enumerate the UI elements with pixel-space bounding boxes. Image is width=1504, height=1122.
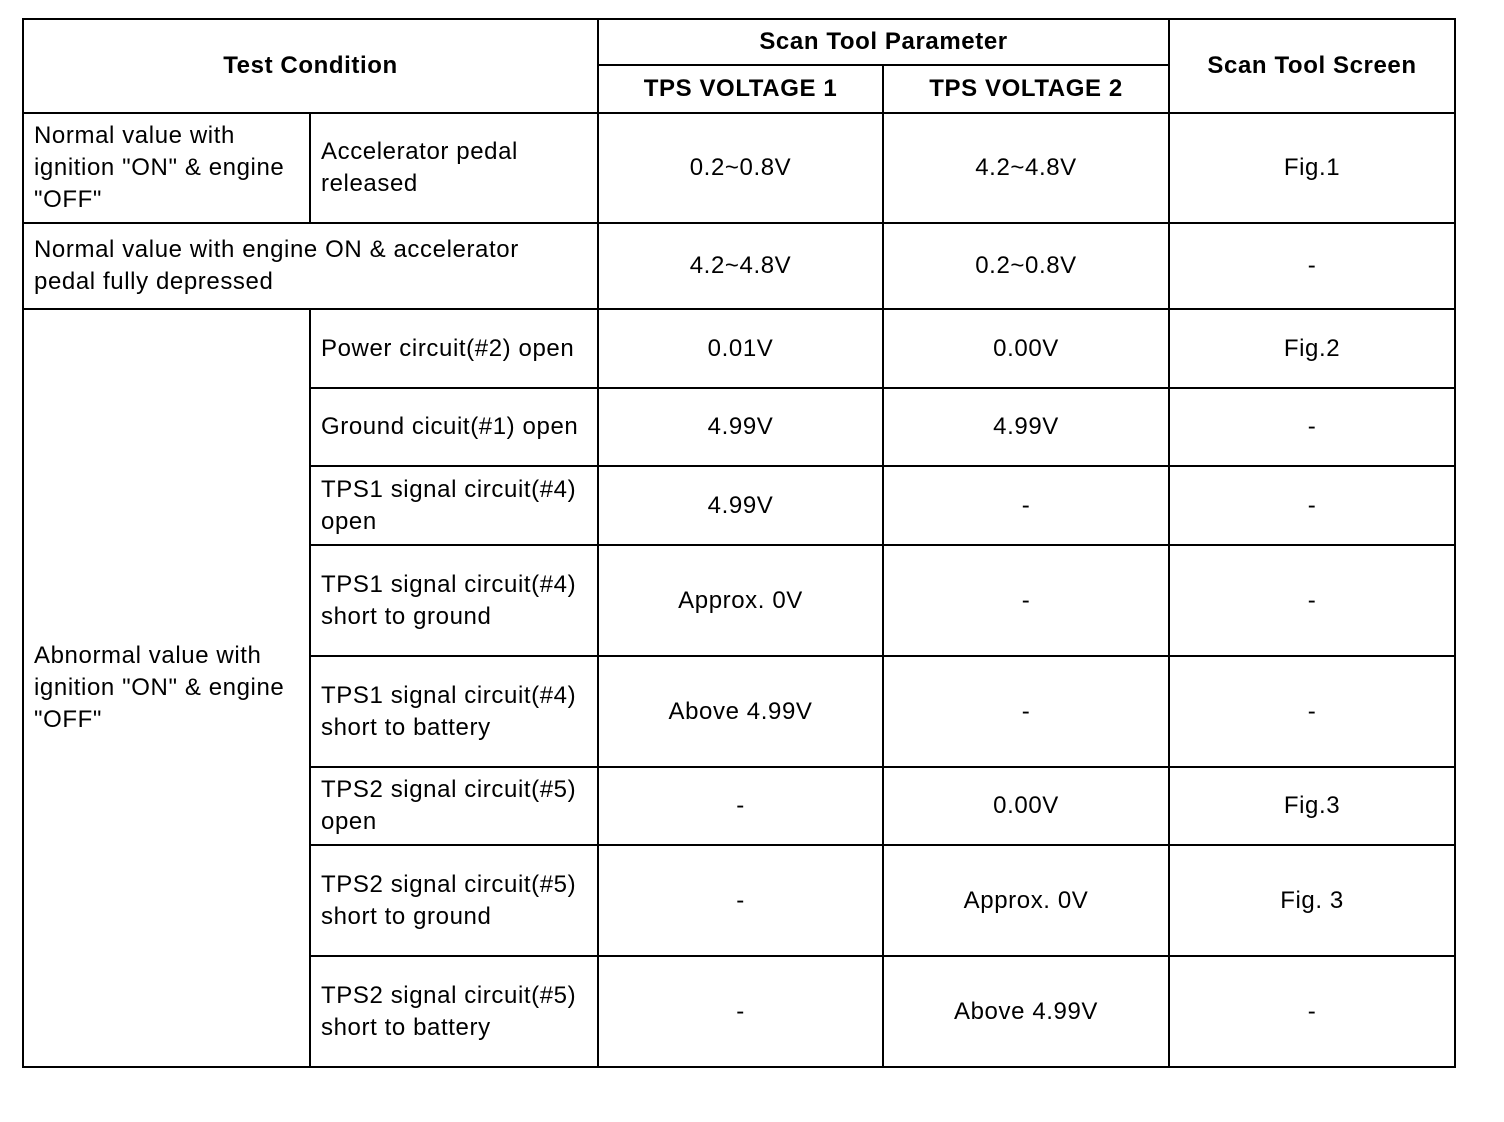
tps-voltage-1-cell: - — [598, 845, 883, 956]
header-tps-voltage-1: TPS VOLTAGE 1 — [598, 65, 883, 113]
tps-voltage-1-cell: 4.2~4.8V — [598, 223, 883, 309]
condition-cell: TPS2 signal circuit(#5) short to battery — [310, 956, 598, 1067]
tps-voltage-2-cell: 0.00V — [883, 767, 1169, 845]
scan-tool-screen-cell: Fig. 3 — [1169, 845, 1455, 956]
tps-voltage-1-cell: 4.99V — [598, 388, 883, 466]
tps-voltage-2-cell: 4.99V — [883, 388, 1169, 466]
condition-cell: TPS1 signal circuit(#4) short to battery — [310, 656, 598, 767]
header-scan-tool-parameter: Scan Tool Parameter — [598, 19, 1169, 65]
condition-cell: TPS1 signal circuit(#4) short to ground — [310, 545, 598, 656]
tps-voltage-1-cell: - — [598, 767, 883, 845]
condition-cell: Accelerator pedal released — [310, 113, 598, 223]
tps-voltage-2-cell: - — [883, 545, 1169, 656]
tps-voltage-2-cell: 0.2~0.8V — [883, 223, 1169, 309]
condition-cell: TPS2 signal circuit(#5) open — [310, 767, 598, 845]
tps-voltage-1-cell: 0.2~0.8V — [598, 113, 883, 223]
diagnostic-table — [22, 18, 1456, 1068]
scan-tool-screen-cell: - — [1169, 466, 1455, 545]
header-test-condition: Test Condition — [23, 19, 598, 113]
tps-voltage-2-cell: Above 4.99V — [883, 956, 1169, 1067]
scan-tool-screen-cell: - — [1169, 656, 1455, 767]
tps-voltage-2-cell: 0.00V — [883, 309, 1169, 388]
group-abnormal: Abnormal value with ignition "ON" & engine "OFF" — [23, 309, 310, 1067]
condition-cell: Ground cicuit(#1) open — [310, 388, 598, 466]
tps-voltage-1-cell: 0.01V — [598, 309, 883, 388]
group-normal-engine-on: Normal value with engine ON & accelerator pedal fully depressed — [23, 223, 598, 309]
scan-tool-screen-cell: Fig.2 — [1169, 309, 1455, 388]
tps-voltage-2-cell: - — [883, 466, 1169, 545]
scan-tool-screen-cell: - — [1169, 956, 1455, 1067]
tps-voltage-2-cell: - — [883, 656, 1169, 767]
scan-tool-screen-cell: Fig.1 — [1169, 113, 1455, 223]
scan-tool-screen-cell: - — [1169, 388, 1455, 466]
table-row — [23, 223, 1455, 309]
header-tps-voltage-2: TPS VOLTAGE 2 — [883, 65, 1169, 113]
scan-tool-screen-cell: - — [1169, 545, 1455, 656]
condition-cell: TPS2 signal circuit(#5) short to ground — [310, 845, 598, 956]
table-row — [23, 309, 1455, 388]
tps-voltage-1-cell: 4.99V — [598, 466, 883, 545]
header-scan-tool-screen: Scan Tool Screen — [1169, 19, 1455, 113]
group-normal-ign-on: Normal value with ignition "ON" & engine "OFF" — [23, 113, 310, 223]
tps-voltage-2-cell: 4.2~4.8V — [883, 113, 1169, 223]
scan-tool-screen-cell: Fig.3 — [1169, 767, 1455, 845]
tps-voltage-2-cell: Approx. 0V — [883, 845, 1169, 956]
condition-cell: Power circuit(#2) open — [310, 309, 598, 388]
tps-voltage-1-cell: - — [598, 956, 883, 1067]
condition-cell: TPS1 signal circuit(#4) open — [310, 466, 598, 545]
tps-voltage-1-cell: Approx. 0V — [598, 545, 883, 656]
table-row — [23, 113, 1455, 223]
scan-tool-screen-cell: - — [1169, 223, 1455, 309]
tps-voltage-1-cell: Above 4.99V — [598, 656, 883, 767]
